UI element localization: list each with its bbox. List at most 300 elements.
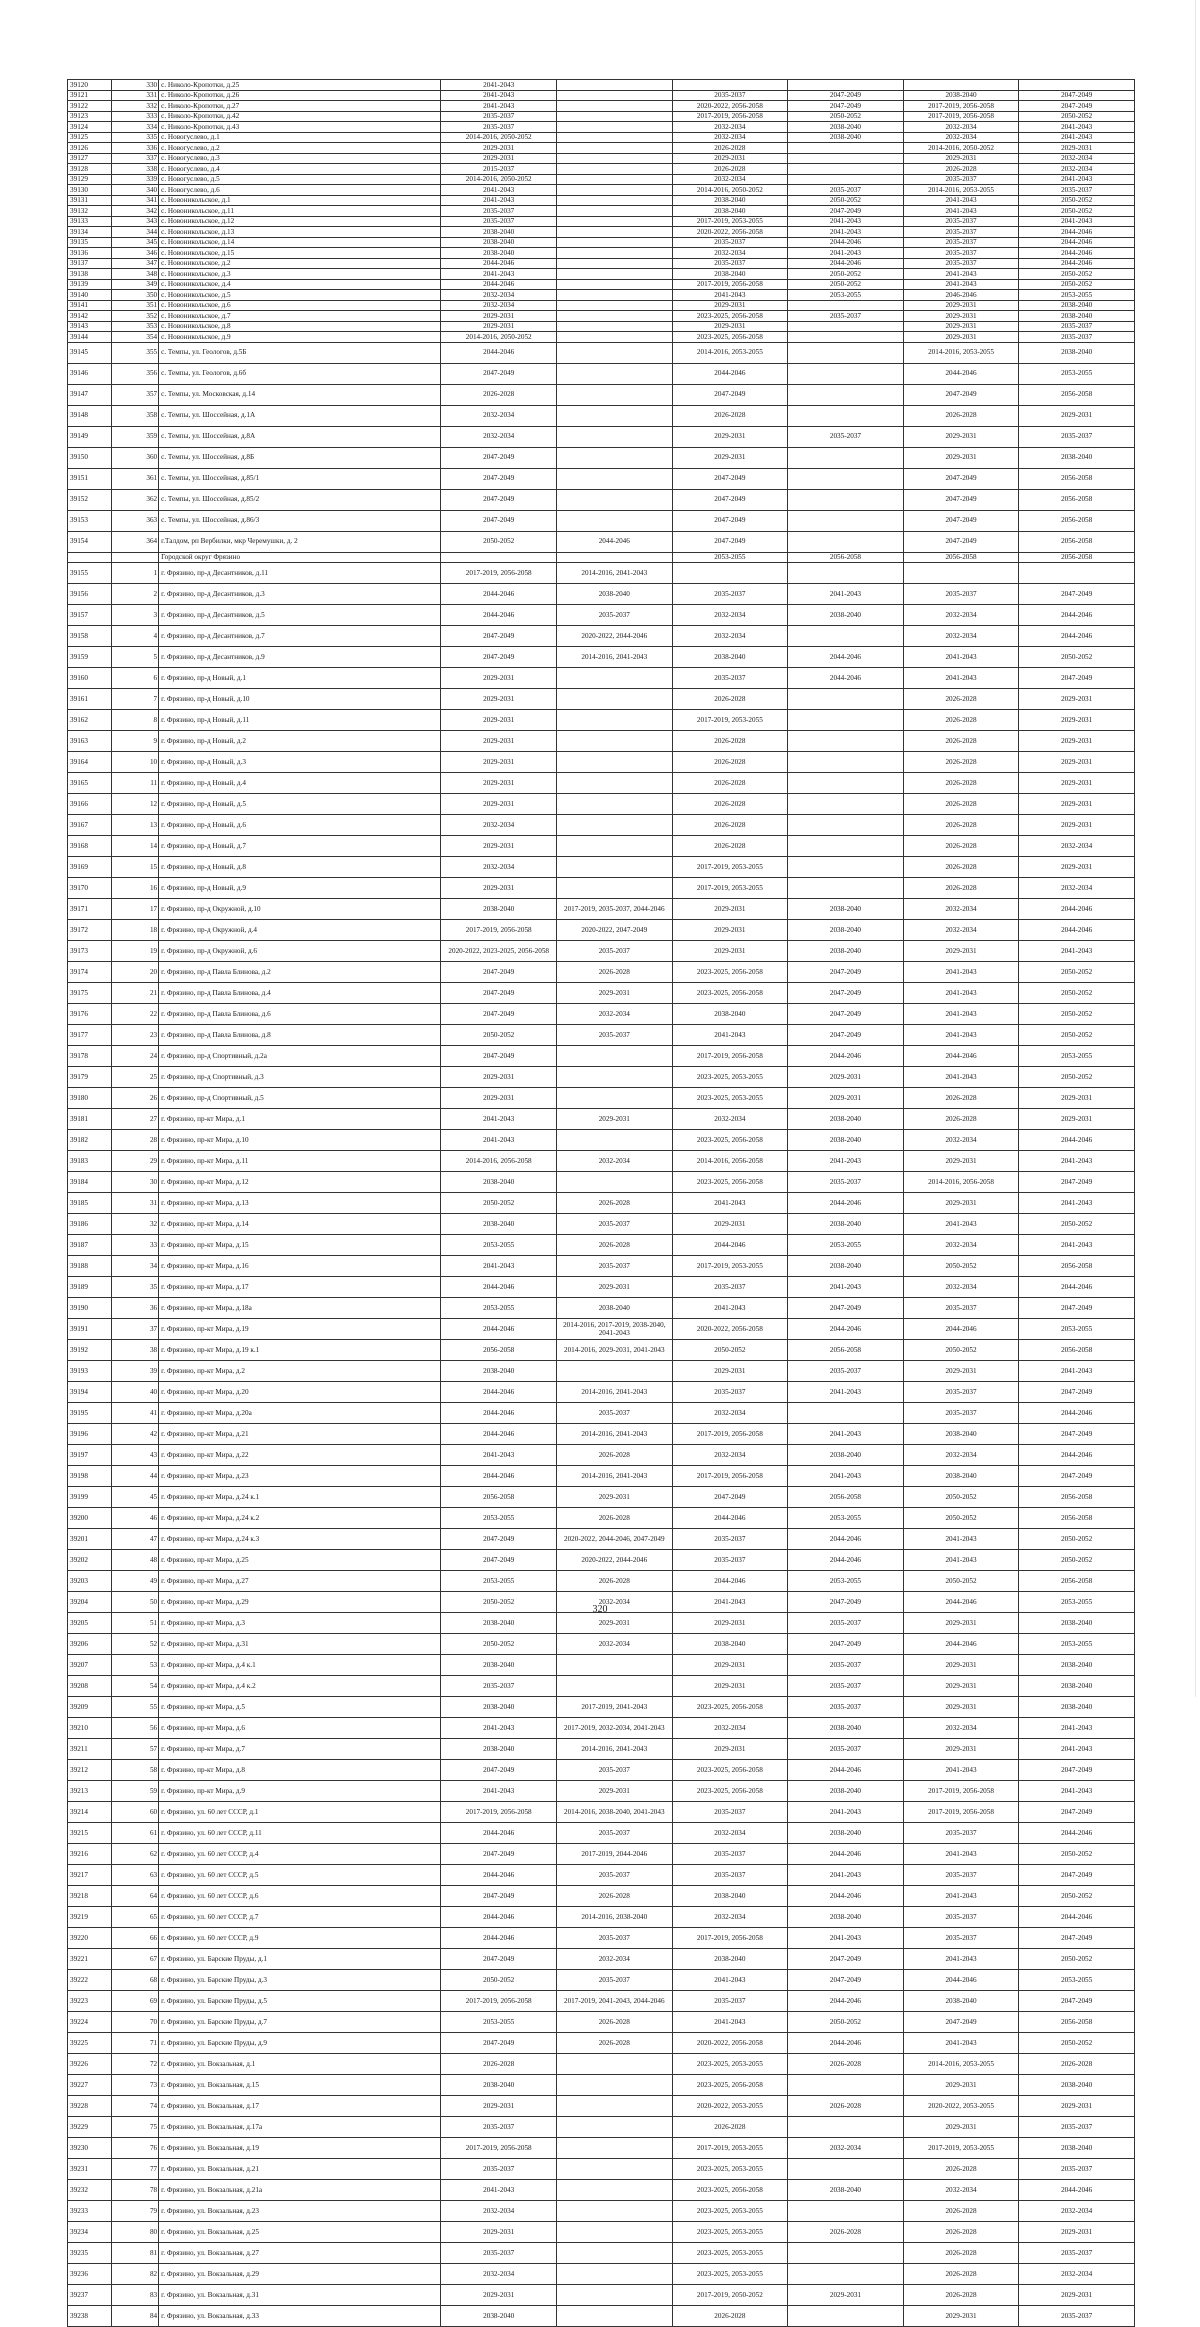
period-cell: 2038-2040 — [788, 920, 904, 941]
table-row — [68, 2222, 1135, 2243]
table-row — [68, 2054, 1135, 2075]
period-cell: 2047-2049 — [903, 468, 1019, 489]
row-id-cell: 39180 — [68, 1088, 112, 1109]
period-cell — [557, 836, 673, 857]
row-id-cell: 39120 — [68, 80, 112, 91]
period-cell: 2029-2031 — [441, 836, 557, 857]
period-cell: 2047-2049 — [788, 962, 904, 983]
address-cell: г. Фрязино, ул. 60 лет СССР, д.7 — [159, 1907, 441, 1928]
period-cell: 2044-2046 — [1019, 258, 1135, 269]
row-id-cell: 39212 — [68, 1760, 112, 1781]
table-row — [68, 237, 1135, 248]
period-cell: 2050-2052 — [1019, 1067, 1135, 1088]
period-cell: 2029-2031 — [672, 321, 788, 332]
row-id-cell: 39229 — [68, 2117, 112, 2138]
row-id-cell: 39145 — [68, 342, 112, 363]
row-id-cell: 39144 — [68, 332, 112, 343]
period-cell: 2041-2043 — [903, 279, 1019, 290]
period-cell: 2029-2031 — [1019, 143, 1135, 154]
period-cell: 2035-2037 — [672, 1382, 788, 1403]
period-cell: 2035-2037 — [557, 1760, 673, 1781]
period-cell: 2020-2022, 2053-2055 — [903, 2096, 1019, 2117]
period-cell: 2050-2052 — [1019, 1025, 1135, 1046]
period-cell: 2041-2043 — [903, 269, 1019, 280]
row-id-cell: 39210 — [68, 1718, 112, 1739]
period-cell: 2044-2046 — [903, 1970, 1019, 1991]
period-cell: 2014-2016, 2050-2052 — [441, 132, 557, 143]
period-cell: 2032-2034 — [557, 1949, 673, 1970]
period-cell: 2038-2040 — [788, 1718, 904, 1739]
period-cell: 2035-2037 — [557, 605, 673, 626]
table-row — [68, 710, 1135, 731]
period-cell: 2029-2031 — [441, 2285, 557, 2306]
period-cell: 2017-2019, 2041-2043 — [557, 1697, 673, 1718]
address-cell: г. Фрязино, ул. 60 лет СССР, д.4 — [159, 1844, 441, 1865]
period-cell: 2044-2046 — [1019, 1130, 1135, 1151]
period-cell: 2026-2028 — [903, 815, 1019, 836]
period-cell: 2035-2037 — [903, 248, 1019, 259]
row-number-cell: 36 — [112, 1298, 159, 1319]
period-cell: 2014-2016, 2053-2055 — [903, 185, 1019, 196]
address-cell: с. Новоникольское, д.3 — [159, 269, 441, 280]
period-cell: 2047-2049 — [788, 983, 904, 1004]
address-cell: г. Фрязино, пр-кт Мира, д.15 — [159, 1235, 441, 1256]
row-number-cell: 25 — [112, 1067, 159, 1088]
period-cell: 2047-2049 — [672, 489, 788, 510]
period-cell — [788, 2159, 904, 2180]
table-row — [68, 122, 1135, 133]
period-cell: 2044-2046 — [672, 1235, 788, 1256]
row-id-cell: 39151 — [68, 468, 112, 489]
row-id-cell: 39160 — [68, 668, 112, 689]
period-cell: 2041-2043 — [441, 1445, 557, 1466]
address-cell: г. Фрязино, ул. 60 лет СССР, д.9 — [159, 1928, 441, 1949]
table-row — [68, 1844, 1135, 1865]
period-cell — [557, 122, 673, 133]
period-cell: 2029-2031 — [672, 426, 788, 447]
period-cell: 2032-2034 — [441, 405, 557, 426]
period-cell: 2044-2046 — [788, 1046, 904, 1067]
period-cell: 2041-2043 — [788, 216, 904, 227]
period-cell: 2020-2022, 2044-2046, 2047-2049 — [557, 1529, 673, 1550]
row-number-cell: 349 — [112, 279, 159, 290]
period-cell: 2017-2019, 2041-2043, 2044-2046 — [557, 1991, 673, 2012]
row-id-cell: 39218 — [68, 1886, 112, 1907]
address-cell: г. Фрязино, пр-д Окружной, д.4 — [159, 920, 441, 941]
row-id-cell: 39231 — [68, 2159, 112, 2180]
period-cell — [788, 174, 904, 185]
table-row — [68, 332, 1135, 343]
table-row — [68, 1256, 1135, 1277]
row-number-cell: 70 — [112, 2012, 159, 2033]
period-cell: 2032-2034 — [557, 1592, 673, 1613]
period-cell: 2014-2016, 2041-2043 — [557, 1382, 673, 1403]
row-number-cell: 336 — [112, 143, 159, 154]
address-cell: г. Фрязино, пр-д Спортивный, д.3 — [159, 1067, 441, 1088]
row-number-cell: 74 — [112, 2096, 159, 2117]
row-number-cell: 31 — [112, 1193, 159, 1214]
period-cell: 2014-2016, 2041-2043 — [557, 1424, 673, 1445]
period-cell: 2029-2031 — [788, 1088, 904, 1109]
period-cell: 2029-2031 — [441, 794, 557, 815]
period-cell: 2020-2022, 2047-2049 — [557, 920, 673, 941]
period-cell: 2053-2055 — [788, 1571, 904, 1592]
period-cell: 2038-2040 — [441, 227, 557, 238]
row-number-cell: 22 — [112, 1004, 159, 1025]
address-cell: г. Фрязино, ул. 60 лет СССР, д.5 — [159, 1865, 441, 1886]
address-cell: г. Фрязино, пр-кт Мира, д.20 — [159, 1382, 441, 1403]
period-cell: 2029-2031 — [441, 773, 557, 794]
period-cell: 2026-2028 — [903, 710, 1019, 731]
row-number-cell: 43 — [112, 1445, 159, 1466]
period-cell: 2041-2043 — [903, 195, 1019, 206]
period-cell: 2026-2028 — [903, 1109, 1019, 1130]
period-cell: 2029-2031 — [672, 899, 788, 920]
period-cell — [557, 153, 673, 164]
row-id-cell: 39136 — [68, 248, 112, 259]
period-cell: 2017-2019, 2056-2058 — [903, 111, 1019, 122]
period-cell: 2035-2037 — [903, 237, 1019, 248]
period-cell: 2023-2025, 2056-2058 — [672, 311, 788, 322]
row-number-cell: 2 — [112, 584, 159, 605]
table-row — [68, 363, 1135, 384]
period-cell: 2026-2028 — [557, 1571, 673, 1592]
period-cell: 2029-2031 — [441, 2222, 557, 2243]
period-cell: 2041-2043 — [903, 1529, 1019, 1550]
period-cell: 2035-2037 — [903, 1382, 1019, 1403]
period-cell — [557, 90, 673, 101]
row-number-cell: 64 — [112, 1886, 159, 1907]
row-id-cell: 39223 — [68, 1991, 112, 2012]
period-cell: 2047-2049 — [441, 1550, 557, 1571]
period-cell: 2050-2052 — [441, 531, 557, 552]
period-cell: 2047-2049 — [441, 647, 557, 668]
period-cell: 2041-2043 — [788, 227, 904, 238]
period-cell: 2032-2034 — [903, 1130, 1019, 1151]
period-cell: 2026-2028 — [903, 164, 1019, 175]
row-id-cell: 39152 — [68, 489, 112, 510]
period-cell: 2026-2028 — [672, 773, 788, 794]
period-cell: 2029-2031 — [1019, 710, 1135, 731]
table-row — [68, 668, 1135, 689]
period-cell: 2035-2037 — [903, 1907, 1019, 1928]
address-cell: с. Темпы, ул. Шоссейная, д.86/3 — [159, 510, 441, 531]
period-cell: 2029-2031 — [1019, 857, 1135, 878]
table-row — [68, 941, 1135, 962]
row-number-cell: 63 — [112, 1865, 159, 1886]
period-cell: 2035-2037 — [788, 1613, 904, 1634]
period-cell: 2029-2031 — [903, 311, 1019, 322]
row-id-cell: 39133 — [68, 216, 112, 227]
table-row — [68, 1550, 1135, 1571]
table-row — [68, 1928, 1135, 1949]
address-cell: г. Фрязино, ул. 60 лет СССР, д.6 — [159, 1886, 441, 1907]
period-cell: 2047-2049 — [1019, 1172, 1135, 1193]
period-cell: 2044-2046 — [1019, 1823, 1135, 1844]
row-number-cell: 363 — [112, 510, 159, 531]
row-number-cell: 76 — [112, 2138, 159, 2159]
table-row — [68, 269, 1135, 280]
period-cell: 2053-2055 — [1019, 1319, 1135, 1340]
address-cell: г. Фрязино, пр-д Новый, д.11 — [159, 710, 441, 731]
address-cell: г. Фрязино, пр-кт Мира, д.4 к.1 — [159, 1655, 441, 1676]
row-number-cell: 330 — [112, 80, 159, 91]
period-cell: 2014-2016, 2038-2040, 2041-2043 — [557, 1802, 673, 1823]
period-cell: 2035-2037 — [557, 941, 673, 962]
period-cell: 2041-2043 — [788, 1466, 904, 1487]
row-number-cell: 39 — [112, 1361, 159, 1382]
period-cell: 2044-2046 — [441, 1403, 557, 1424]
table-row — [68, 1403, 1135, 1424]
row-id-cell: 39178 — [68, 1046, 112, 1067]
row-id-cell: 39153 — [68, 510, 112, 531]
period-cell: 2041-2043 — [672, 1592, 788, 1613]
period-cell: 2032-2034 — [672, 1403, 788, 1424]
period-cell: 2044-2046 — [672, 1571, 788, 1592]
period-cell: 2050-2052 — [1019, 1949, 1135, 1970]
period-cell: 2038-2040 — [441, 899, 557, 920]
period-cell — [788, 153, 904, 164]
period-cell: 2047-2049 — [1019, 1382, 1135, 1403]
period-cell: 2053-2055 — [1019, 1634, 1135, 1655]
period-cell: 2035-2037 — [1019, 2243, 1135, 2264]
period-cell: 2029-2031 — [903, 1655, 1019, 1676]
row-id-cell: 39203 — [68, 1571, 112, 1592]
row-number-cell: 37 — [112, 1319, 159, 1340]
row-id-cell: 39137 — [68, 258, 112, 269]
period-cell — [1019, 563, 1135, 584]
period-cell: 2050-2052 — [1019, 1844, 1135, 1865]
period-cell — [557, 2075, 673, 2096]
address-cell: г. Фрязино, пр-д Окружной, д.10 — [159, 899, 441, 920]
table-row — [68, 143, 1135, 154]
period-cell: 2047-2049 — [1019, 1802, 1135, 1823]
period-cell: 2044-2046 — [441, 605, 557, 626]
period-cell: 2032-2034 — [672, 248, 788, 259]
period-cell: 2044-2046 — [672, 363, 788, 384]
period-cell: 2044-2046 — [441, 1424, 557, 1445]
period-cell: 2041-2043 — [903, 1550, 1019, 1571]
address-cell: г. Фрязино, пр-д Окружной, д.6 — [159, 941, 441, 962]
period-cell — [557, 710, 673, 731]
row-number-cell: 80 — [112, 2222, 159, 2243]
row-number-cell: 53 — [112, 1655, 159, 1676]
period-cell: 2032-2034 — [672, 132, 788, 143]
table-row — [68, 1802, 1135, 1823]
period-cell: 2017-2019, 2056-2058 — [672, 279, 788, 290]
period-cell: 2035-2037 — [557, 1865, 673, 1886]
period-cell: 2047-2049 — [1019, 1424, 1135, 1445]
period-cell: 2047-2049 — [788, 1025, 904, 1046]
period-cell — [788, 731, 904, 752]
period-cell — [557, 468, 673, 489]
row-id-cell: 39205 — [68, 1613, 112, 1634]
row-number-cell: 77 — [112, 2159, 159, 2180]
period-cell: 2056-2058 — [441, 1487, 557, 1508]
period-cell: 2032-2034 — [441, 815, 557, 836]
period-cell: 2026-2028 — [672, 689, 788, 710]
period-cell: 2029-2031 — [441, 878, 557, 899]
period-cell: 2053-2055 — [1019, 1046, 1135, 1067]
table-row — [68, 1046, 1135, 1067]
period-cell: 2053-2055 — [441, 2012, 557, 2033]
period-cell: 2023-2025, 2056-2058 — [672, 1781, 788, 1802]
period-cell: 2044-2046 — [441, 1319, 557, 1340]
period-cell: 2017-2019, 2053-2055 — [672, 878, 788, 899]
table-row — [68, 1634, 1135, 1655]
period-cell: 2032-2034 — [672, 626, 788, 647]
period-cell: 2020-2022, 2044-2046 — [557, 626, 673, 647]
address-cell: г. Фрязино, пр-д Спортивный, д.2а — [159, 1046, 441, 1067]
period-cell: 2023-2025, 2053-2055 — [672, 1088, 788, 1109]
address-cell: г. Фрязино, ул. Вокзальная, д.21 — [159, 2159, 441, 2180]
row-id-cell: 39177 — [68, 1025, 112, 1046]
period-cell: 2032-2034 — [1019, 153, 1135, 164]
row-number-cell: 10 — [112, 752, 159, 773]
table-row — [68, 1382, 1135, 1403]
period-cell: 2035-2037 — [903, 1865, 1019, 1886]
period-cell: 2029-2031 — [1019, 773, 1135, 794]
address-cell: г. Фрязино, пр-кт Мира, д.24 к.2 — [159, 1508, 441, 1529]
period-cell — [557, 1130, 673, 1151]
period-cell: 2050-2052 — [1019, 1886, 1135, 1907]
period-cell: 2050-2052 — [441, 1970, 557, 1991]
period-cell: 2035-2037 — [903, 174, 1019, 185]
period-cell: 2047-2049 — [903, 531, 1019, 552]
period-cell — [788, 531, 904, 552]
period-cell — [441, 552, 557, 563]
period-cell: 2047-2049 — [903, 2012, 1019, 2033]
table-row — [68, 2159, 1135, 2180]
period-cell: 2041-2043 — [788, 1802, 904, 1823]
period-cell: 2056-2058 — [903, 552, 1019, 563]
period-cell: 2047-2049 — [441, 489, 557, 510]
period-cell — [788, 468, 904, 489]
row-number-cell: 75 — [112, 2117, 159, 2138]
period-cell: 2044-2046 — [1019, 920, 1135, 941]
period-cell — [557, 405, 673, 426]
period-cell: 2047-2049 — [1019, 1760, 1135, 1781]
row-id-cell: 39232 — [68, 2180, 112, 2201]
period-cell — [557, 111, 673, 122]
period-cell: 2035-2037 — [441, 122, 557, 133]
period-cell: 2044-2046 — [1019, 237, 1135, 248]
period-cell: 2038-2040 — [1019, 342, 1135, 363]
period-cell: 2023-2025, 2056-2058 — [672, 332, 788, 343]
row-number-cell: 15 — [112, 857, 159, 878]
row-id-cell: 39197 — [68, 1445, 112, 1466]
period-cell — [788, 80, 904, 91]
row-id-cell: 39200 — [68, 1508, 112, 1529]
address-cell: г. Фрязино, пр-д Новый, д.10 — [159, 689, 441, 710]
period-cell: 2029-2031 — [557, 1613, 673, 1634]
period-cell — [557, 2096, 673, 2117]
row-id-cell: 39127 — [68, 153, 112, 164]
period-cell: 2038-2040 — [1019, 2138, 1135, 2159]
period-cell: 2035-2037 — [557, 1025, 673, 1046]
address-cell: с. Новоникольское, д.14 — [159, 237, 441, 248]
address-cell: г. Фрязино, ул. Вокзальная, д.15 — [159, 2075, 441, 2096]
row-number-cell: 6 — [112, 668, 159, 689]
row-id-cell: 39220 — [68, 1928, 112, 1949]
address-cell: г. Фрязино, ул. Вокзальная, д.27 — [159, 2243, 441, 2264]
address-cell: с. Новогуслево, д.4 — [159, 164, 441, 175]
address-cell: г. Фрязино, ул. Вокзальная, д.33 — [159, 2306, 441, 2327]
period-cell — [557, 2285, 673, 2306]
period-cell: 2023-2025, 2053-2055 — [672, 1067, 788, 1088]
period-cell — [788, 836, 904, 857]
row-id-cell: 39206 — [68, 1634, 112, 1655]
table-row — [68, 1130, 1135, 1151]
table-row — [68, 1676, 1135, 1697]
period-cell: 2017-2019, 2035-2037, 2044-2046 — [557, 899, 673, 920]
period-cell: 2026-2028 — [672, 2306, 788, 2327]
row-id-cell: 39199 — [68, 1487, 112, 1508]
period-cell: 2038-2040 — [788, 1781, 904, 1802]
address-cell: г. Фрязино, пр-кт Мира, д.24 к.3 — [159, 1529, 441, 1550]
period-cell: 2026-2028 — [672, 752, 788, 773]
row-number-cell: 61 — [112, 1823, 159, 1844]
address-cell: г. Фрязино, пр-кт Мира, д.20а — [159, 1403, 441, 1424]
period-cell — [557, 1172, 673, 1193]
row-number-cell: 331 — [112, 90, 159, 101]
period-cell: 2029-2031 — [672, 1361, 788, 1382]
table-row — [68, 90, 1135, 101]
row-number-cell: 44 — [112, 1466, 159, 1487]
row-id-cell: 39150 — [68, 447, 112, 468]
period-cell: 2041-2043 — [672, 1025, 788, 1046]
period-cell: 2047-2049 — [441, 1529, 557, 1550]
period-cell: 2050-2052 — [672, 1340, 788, 1361]
period-cell: 2050-2052 — [788, 269, 904, 280]
period-cell: 2044-2046 — [441, 1277, 557, 1298]
period-cell: 2026-2028 — [788, 2096, 904, 2117]
row-id-cell: 39195 — [68, 1403, 112, 1424]
period-cell: 2044-2046 — [788, 258, 904, 269]
table-row — [68, 489, 1135, 510]
period-cell: 2026-2028 — [903, 731, 1019, 752]
row-number-cell: 350 — [112, 290, 159, 301]
period-cell — [557, 489, 673, 510]
period-cell: 2053-2055 — [441, 1298, 557, 1319]
row-number-cell: 82 — [112, 2264, 159, 2285]
period-cell: 2035-2037 — [788, 1172, 904, 1193]
period-cell: 2032-2034 — [672, 1907, 788, 1928]
period-cell — [557, 363, 673, 384]
period-cell — [788, 447, 904, 468]
period-cell: 2020-2022, 2053-2055 — [672, 2096, 788, 2117]
row-id-cell: 39175 — [68, 983, 112, 1004]
row-id-cell: 39156 — [68, 584, 112, 605]
period-cell: 2017-2019, 2056-2058 — [441, 1991, 557, 2012]
period-cell: 2041-2043 — [672, 1193, 788, 1214]
table-row — [68, 1319, 1135, 1340]
period-cell — [557, 258, 673, 269]
period-cell: 2032-2034 — [672, 605, 788, 626]
period-cell: 2035-2037 — [672, 584, 788, 605]
table-row — [68, 1571, 1135, 1592]
period-cell: 2026-2028 — [672, 836, 788, 857]
table-row — [68, 2138, 1135, 2159]
row-number-cell: 332 — [112, 101, 159, 112]
address-cell: г. Фрязино, пр-кт Мира, д.31 — [159, 1634, 441, 1655]
table-row — [68, 1865, 1135, 1886]
period-cell: 2026-2028 — [557, 1235, 673, 1256]
table-row — [68, 2075, 1135, 2096]
address-cell: г. Фрязино, пр-кт Мира, д.9 — [159, 1781, 441, 1802]
period-cell: 2014-2016, 2056-2058 — [672, 1151, 788, 1172]
period-cell: 2044-2046 — [441, 1865, 557, 1886]
